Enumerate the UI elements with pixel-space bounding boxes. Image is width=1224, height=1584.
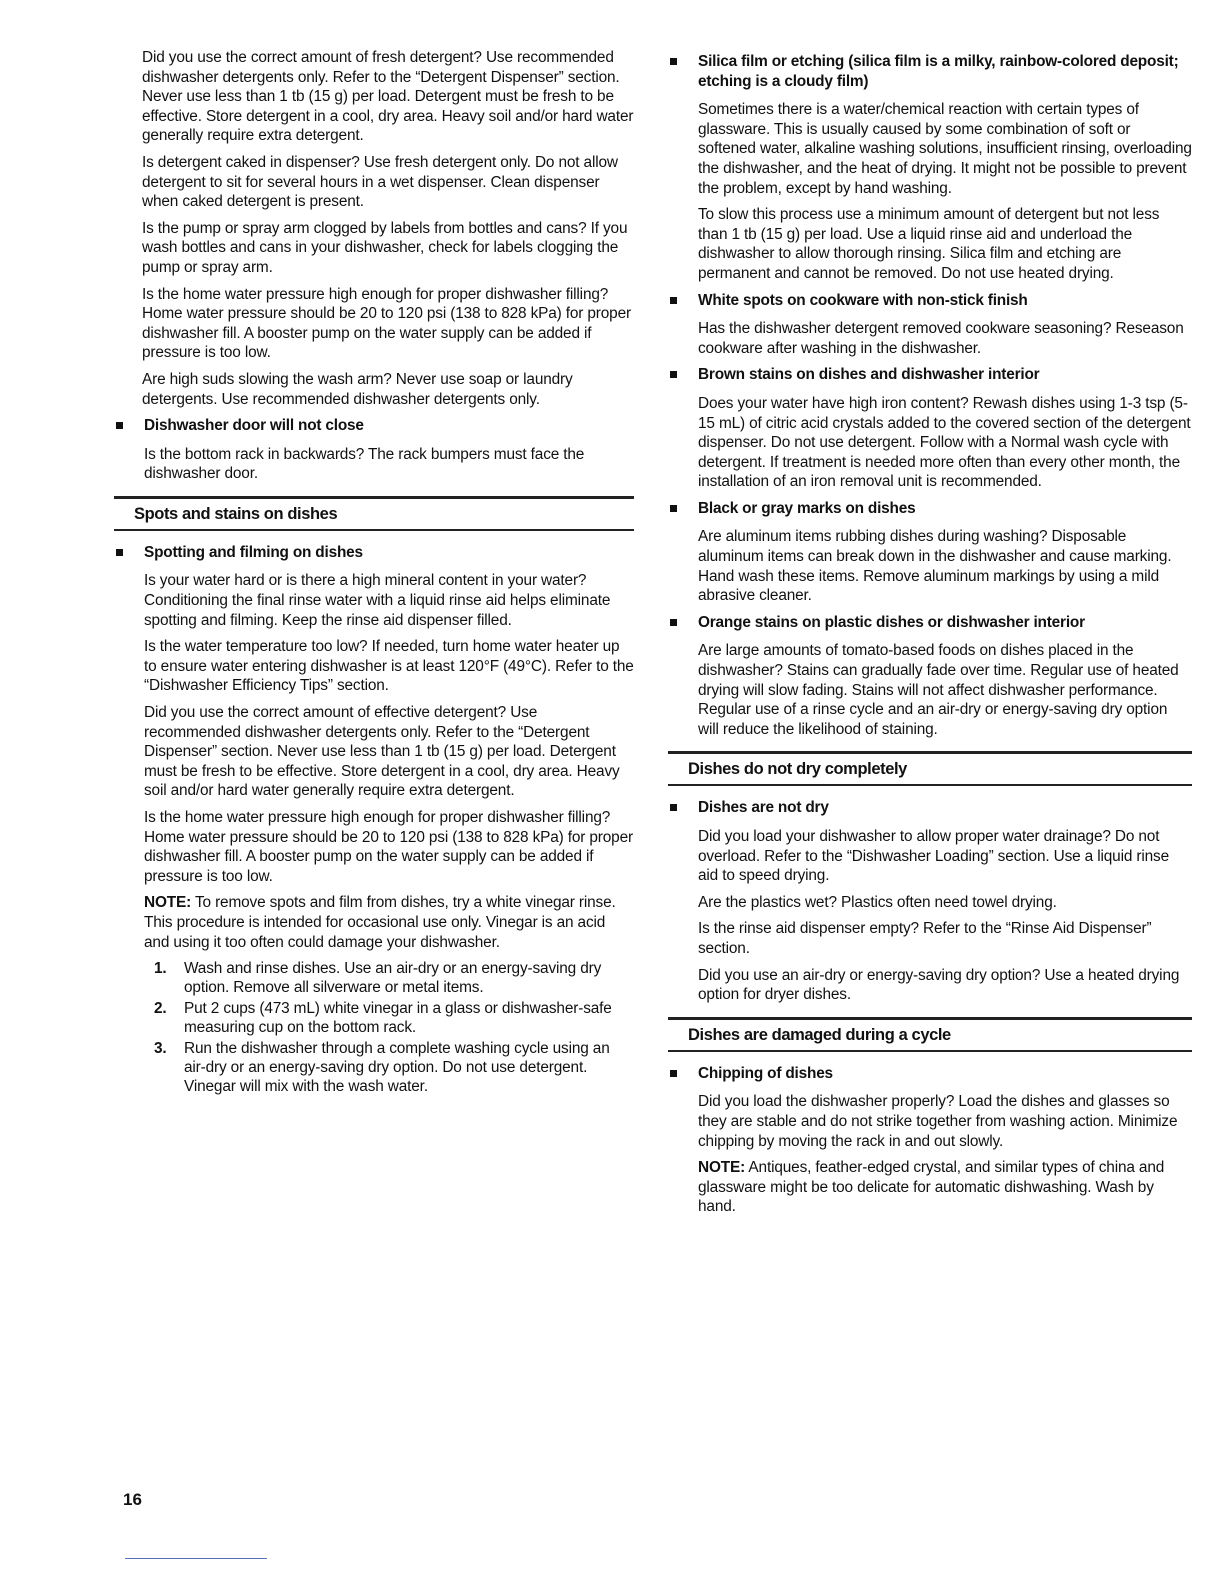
problem-heading: [668, 798, 1192, 818]
numbered-steps: [154, 959, 634, 1096]
paragraph: Is the bottom rack in backwards? The rack bumpers must face the dishwasher door.: [144, 445, 585, 483]
paragraph: Did you load your dishwasher to allow proper water drainage? Do not overload. Refer to the “Dishwasher Loading” section. Use a liquid rinse aid to speed drying.: [698, 828, 1169, 885]
paragraph: Did you use an air-dry or energy-saving dry option? Use a heated drying option for dryer dishes.: [698, 966, 1180, 1004]
note-paragraph: [144, 893, 634, 952]
paragraph: Is the pump or spray arm clogged by labels from bottles and cans? If you wash bottles and cans in your dishwasher, check for labels clogging the pump or spray arm.: [142, 219, 628, 276]
bullet-icon: [670, 58, 677, 65]
problem-heading: [114, 543, 634, 563]
right-column: [668, 48, 1192, 1224]
problem-heading-text: Black or gray marks on dishes: [698, 499, 916, 517]
bullet-icon: [670, 297, 677, 304]
paragraph: Are high suds slowing the wash arm? Never use soap or laundry detergents. Use recommended dishwasher detergents only.: [142, 370, 573, 408]
problem-heading-text: Orange stains on plastic dishes or dishwasher interior: [698, 613, 1085, 631]
paragraph: Is the rinse aid dispenser empty? Refer to the “Rinse Aid Dispenser” section.: [698, 920, 1152, 957]
section-title: Dishes do not dry completely: [668, 751, 1192, 786]
step-text: Put 2 cups (473 mL) white vinegar in a glass or dishwasher-safe measuring cup on the bottom rack.: [184, 1000, 612, 1037]
paragraph: Are the plastics wet? Plastics often need towel drying.: [698, 893, 1057, 911]
bullet-icon: [670, 371, 677, 378]
problem-heading: [668, 1064, 1192, 1084]
paragraph: Did you use the correct amount of effective detergent? Use recommended dishwasher detergents only. Refer to the “Detergent Dispenser” section. Never use less than 1 tb (15 g) per load. Detergent must be fresh to be effective. Store detergent in a cool, dry area. Heavy soil and/or hard water generally require extra detergent.: [144, 704, 620, 800]
bullet-icon: [670, 1070, 677, 1077]
problem-heading-text: Dishwasher door will not close: [144, 417, 364, 435]
problem-heading: [668, 613, 1192, 633]
note-paragraph: [698, 1158, 1192, 1217]
step-number: 3.: [154, 1040, 167, 1058]
paragraph: Is the home water pressure high enough for proper dishwasher filling? Home water pressure should be 20 to 120 psi (138 to 828 kPa) for proper dishwasher fill. A booster pump on the water supply can be added if pressure is too low.: [142, 285, 631, 362]
list-item: [154, 999, 634, 1037]
bullet-icon: [670, 804, 677, 811]
problem-heading: [668, 52, 1192, 91]
bullet-icon: [116, 422, 123, 429]
section-title: Spots and stains on dishes: [114, 496, 634, 531]
step-number: 1.: [154, 960, 167, 978]
problem-heading-text: White spots on cookware with non-stick finish: [698, 291, 1028, 309]
paragraph: Sometimes there is a water/chemical reaction with certain types of glassware. This is usually caused by some combination of soft or softened water, alkaline washing solutions, insufficient rinsing, overloading the dishwasher, and the heat of drying. It might not be possible to prevent the problem, except by hand washing.: [698, 101, 1192, 197]
left-column: [114, 48, 634, 1098]
paragraph: Is the water temperature too low? If needed, turn home water heater up to ensure water entering dishwasher is at least 120°F (49°C). Refer to the “Dishwasher Efficiency Tips” section.: [144, 638, 634, 695]
page-number: 16: [123, 1490, 142, 1509]
problem-heading: [668, 365, 1192, 385]
problem-heading-text: Chipping of dishes: [698, 1064, 833, 1082]
note-text: Antiques, feather-edged crystal, and similar types of china and glassware might be too delicate for automatic dishwashing. Wash by hand.: [698, 1159, 1165, 1216]
note-text: To remove spots and film from dishes, try a white vinegar rinse. This procedure is intended for occasional use only. Vinegar is an acid and using it too often could damage your dishwasher.: [144, 894, 616, 951]
footer-rule: [125, 1558, 267, 1559]
bullet-icon: [116, 549, 123, 556]
paragraph: Did you load the dishwasher properly? Load the dishes and glasses so they are stable and do not strike together from washing action. Minimize chipping by moving the rack in and out slowly.: [698, 1093, 1178, 1150]
paragraph: Is the home water pressure high enough for proper dishwasher filling? Home water pressure should be 20 to 120 psi (138 to 828 kPa) for proper dishwasher fill. A booster pump on the water supply can be added if pressure is too low.: [144, 809, 633, 885]
section-title: Dishes are damaged during a cycle: [668, 1017, 1192, 1052]
bullet-icon: [670, 505, 677, 512]
problem-heading-text: Spotting and filming on dishes: [144, 543, 363, 561]
problem-heading-text: Dishes are not dry: [698, 799, 829, 817]
step-number: 2.: [154, 1000, 167, 1018]
problem-heading: [668, 499, 1192, 519]
list-item: [154, 959, 634, 997]
step-text: Wash and rinse dishes. Use an air-dry or an energy-saving dry option. Remove all silverware or metal items.: [184, 960, 602, 997]
problem-heading-text: Brown stains on dishes and dishwasher interior: [698, 366, 1040, 384]
step-text: Run the dishwasher through a complete washing cycle using an air-dry or an energy-saving dry option. Do not use detergent. Vinegar will mix with the wash water.: [184, 1040, 610, 1096]
paragraph: Did you use the correct amount of fresh detergent? Use recommended dishwasher detergents only. Refer to the “Detergent Dispenser” section. Never use less than 1 tb (15 g) per load. Detergent must be fresh to be effective. Store detergent in a cool, dry area. Heavy soil and/or hard water generally require extra detergent.: [142, 49, 634, 145]
problem-heading: [114, 416, 634, 436]
list-item: [154, 1039, 634, 1096]
note-label: NOTE:: [144, 894, 192, 912]
problem-heading: [668, 291, 1192, 311]
paragraph: To slow this process use a minimum amount of detergent but not less than 1 tb (15 g) per load. Use a liquid rinse aid and underload the dishwasher to allow thorough rinsing. Silica film and etching are permanent and cannot be removed. Do not use heated drying.: [698, 206, 1160, 282]
paragraph: Does your water have high iron content? Rewash dishes using 1-3 tsp (5-15 mL) of citric acid crystals added to the covered section of the detergent dispenser. Do not use detergent. Follow with a Normal wash cycle with detergent. If treatment is needed more often than every other month, the installation of an iron removal unit is recommended.: [698, 394, 1191, 491]
paragraph: Are aluminum items rubbing dishes during washing? Disposable aluminum items can break down in the dishwasher and cause marking. Hand wash these items. Remove aluminum markings by using a mild abrasive cleaner.: [698, 528, 1172, 605]
paragraph: Are large amounts of tomato-based foods on dishes placed in the dishwasher? Stains can gradually fade over time. Regular use of heated drying will slow fading. Stains will not affect dishwasher performance. Regular use of a rinse cycle and an air-dry or energy-saving dry option will reduce the likelihood of staining.: [698, 642, 1179, 738]
bullet-icon: [670, 619, 677, 626]
paragraph: Is detergent caked in dispenser? Use fresh detergent only. Do not allow detergent to sit for several hours in a wet dispenser. Clean dispenser when caked detergent is present.: [142, 153, 618, 211]
paragraph: Is your water hard or is there a high mineral content in your water? Conditioning the final rinse water with a liquid rinse aid helps eliminate spotting and filming. Keep the rinse aid dispenser filled.: [144, 572, 611, 629]
problem-heading-text: Silica film or etching (silica film is a milky, rainbow-colored deposit; etching is a cloudy film): [698, 53, 1179, 90]
paragraph: Has the dishwasher detergent removed cookware seasoning? Reseason cookware after washing in the dishwasher.: [698, 320, 1184, 357]
note-label: NOTE:: [698, 1159, 746, 1177]
